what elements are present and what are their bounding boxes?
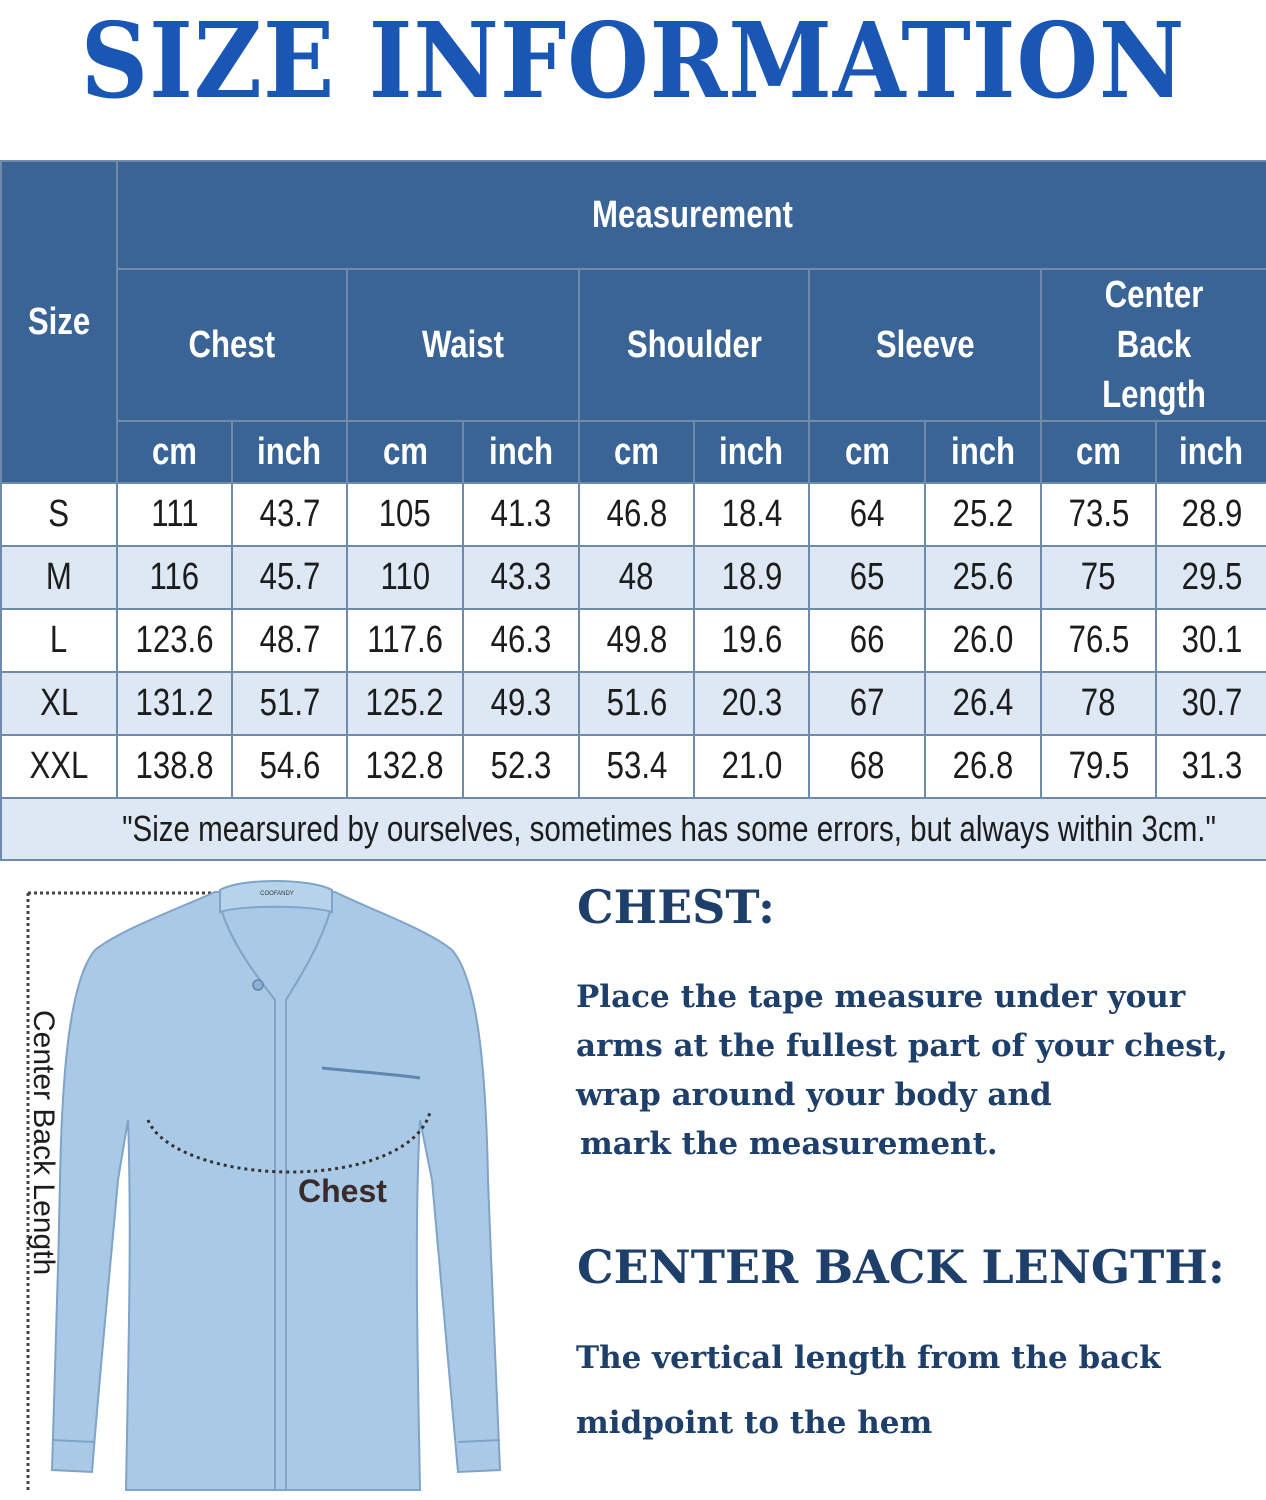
size-cell: M [1, 546, 117, 609]
value-cell: 132.8 [347, 735, 463, 798]
unit-header: inch [925, 421, 1041, 483]
value-cell: 49.3 [463, 672, 579, 735]
value-cell: 52.3 [463, 735, 579, 798]
table-row [1, 609, 1266, 672]
unit-header: cm [1041, 421, 1156, 483]
unit-header: inch [463, 421, 579, 483]
waist-header: Waist [347, 269, 579, 421]
value-cell: 66 [809, 609, 925, 672]
value-cell: 117.6 [347, 609, 463, 672]
value-cell: 68 [809, 735, 925, 798]
value-cell: 79.5 [1041, 735, 1156, 798]
value-cell: 73.5 [1041, 483, 1156, 546]
length-instruction-line: midpoint to the hem [576, 1405, 933, 1441]
unit-header: inch [1156, 421, 1266, 483]
value-cell: 123.6 [117, 609, 232, 672]
size-cell: XXL [1, 735, 117, 798]
value-cell: 51.6 [579, 672, 694, 735]
value-cell: 21.0 [694, 735, 809, 798]
center-back-length-heading: CENTER BACK LENGTH: [577, 1240, 1225, 1294]
unit-header: inch [232, 421, 347, 483]
value-cell: 29.5 [1156, 546, 1266, 609]
value-cell: 43.3 [463, 546, 579, 609]
value-cell: 19.6 [694, 609, 809, 672]
unit-header: cm [809, 421, 925, 483]
brand-label: COOFANDY [260, 891, 294, 897]
value-cell: 54.6 [232, 735, 347, 798]
value-cell: 51.7 [232, 672, 347, 735]
unit-header-row [1, 421, 1266, 483]
chest-label: Chest [298, 1173, 387, 1209]
chest-instruction-line: mark the measurement. [580, 1126, 998, 1162]
value-cell: 26.8 [925, 735, 1041, 798]
value-cell: 28.9 [1156, 483, 1266, 546]
value-cell: 25.2 [925, 483, 1041, 546]
page-title: SIZE INFORMATION [80, 0, 1186, 122]
value-cell: 64 [809, 483, 925, 546]
value-cell: 75 [1041, 546, 1156, 609]
size-cell: L [1, 609, 117, 672]
value-cell: 76.5 [1041, 609, 1156, 672]
shirt-illustration [0, 850, 560, 1500]
value-cell: 125.2 [347, 672, 463, 735]
size-header: Size [1, 161, 117, 483]
length-instruction-line: The vertical length from the back [576, 1340, 1161, 1376]
table-row [1, 483, 1266, 546]
value-cell: 48 [579, 546, 694, 609]
measurement-note: "Size mearsured by ourselves, sometimes has some errors, but always within 3cm." [1, 798, 1266, 860]
value-cell: 48.7 [232, 609, 347, 672]
value-cell: 131.2 [117, 672, 232, 735]
value-cell: 43.7 [232, 483, 347, 546]
chest-instruction-line: arms at the fullest part of your chest, [576, 1028, 1228, 1064]
value-cell: 41.3 [463, 483, 579, 546]
value-cell: 30.1 [1156, 609, 1266, 672]
center-back-length-header: Center Back Length [1041, 269, 1266, 421]
unit-header: cm [117, 421, 232, 483]
value-cell: 49.8 [579, 609, 694, 672]
chest-heading: CHEST: [577, 880, 775, 934]
unit-header: cm [579, 421, 694, 483]
size-cell: S [1, 483, 117, 546]
size-cell: XL [1, 672, 117, 735]
value-cell: 110 [347, 546, 463, 609]
value-cell: 105 [347, 483, 463, 546]
size-table-body [1, 483, 1266, 798]
value-cell: 53.4 [579, 735, 694, 798]
sleeve-header: Sleeve [809, 269, 1041, 421]
chest-instruction-line: Place the tape measure under your [576, 979, 1186, 1015]
table-row [1, 546, 1266, 609]
value-cell: 25.6 [925, 546, 1041, 609]
value-cell: 78 [1041, 672, 1156, 735]
value-cell: 30.7 [1156, 672, 1266, 735]
table-row [1, 735, 1266, 798]
value-cell: 46.8 [579, 483, 694, 546]
size-chart-table [0, 160, 1266, 861]
unit-header: cm [347, 421, 463, 483]
measurement-header: Measurement [117, 161, 1266, 269]
unit-header: inch [694, 421, 809, 483]
value-cell: 26.4 [925, 672, 1041, 735]
value-cell: 65 [809, 546, 925, 609]
value-cell: 31.3 [1156, 735, 1266, 798]
value-cell: 18.9 [694, 546, 809, 609]
value-cell: 46.3 [463, 609, 579, 672]
center-back-length-label: Center Back Length [27, 1010, 60, 1276]
value-cell: 45.7 [232, 546, 347, 609]
value-cell: 26.0 [925, 609, 1041, 672]
value-cell: 18.4 [694, 483, 809, 546]
value-cell: 111 [117, 483, 232, 546]
chest-instruction-line: wrap around your body and [576, 1077, 1052, 1113]
value-cell: 116 [117, 546, 232, 609]
value-cell: 138.8 [117, 735, 232, 798]
value-cell: 67 [809, 672, 925, 735]
collar-button-icon [253, 980, 263, 990]
shoulder-header: Shoulder [579, 269, 809, 421]
value-cell: 20.3 [694, 672, 809, 735]
chest-header: Chest [117, 269, 347, 421]
table-row [1, 672, 1266, 735]
